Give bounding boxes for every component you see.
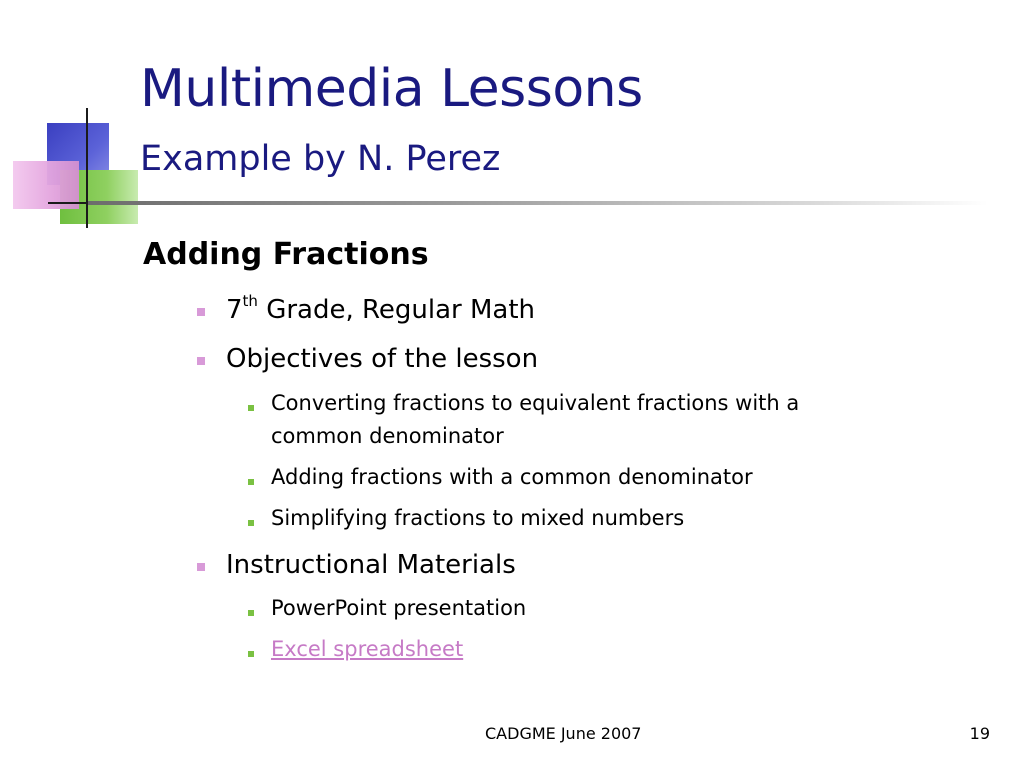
bullet-icon: [197, 563, 205, 571]
sub-item-simplifying: Simplifying fractions to mixed numbers: [271, 506, 685, 530]
list-item-grade: [226, 293, 535, 327]
sub-bullet-icon: [248, 610, 254, 616]
sub-item-excel: [271, 633, 463, 666]
slide-subtitle: Example by N. Perez: [140, 139, 501, 179]
sub-bullet-icon: [248, 479, 254, 485]
list-item-objectives: Objectives of the lesson: [226, 344, 539, 374]
sub-bullet-icon: [248, 651, 254, 657]
sub-bullet-icon: [248, 520, 254, 526]
title-divider: [88, 201, 988, 205]
bullet-icon: [197, 308, 205, 316]
slide-footer: CADGME June 2007: [485, 724, 642, 743]
excel-spreadsheet-link[interactable]: Excel spreadsheet: [271, 637, 464, 661]
slide-title: Multimedia Lessons: [140, 59, 643, 119]
sub-item-powerpoint: PowerPoint presentation: [271, 596, 527, 620]
decorative-vertical-line: [86, 108, 88, 228]
list-item-materials: Instructional Materials: [226, 550, 516, 580]
sub-item-converting-continued: common denominator: [271, 424, 504, 448]
grade-description: Grade, Regular Math: [257, 295, 536, 325]
grade-ordinal-suffix: th: [242, 292, 258, 311]
sub-bullet-icon: [248, 405, 254, 411]
grade-number: 7: [226, 295, 243, 325]
page-number: 19: [969, 724, 990, 743]
bullet-icon: [197, 357, 205, 365]
section-heading: Adding Fractions: [143, 237, 429, 272]
sub-item-converting: Converting fractions to equivalent fractions with a: [271, 391, 800, 415]
sub-item-adding: Adding fractions with a common denominator: [271, 465, 753, 489]
